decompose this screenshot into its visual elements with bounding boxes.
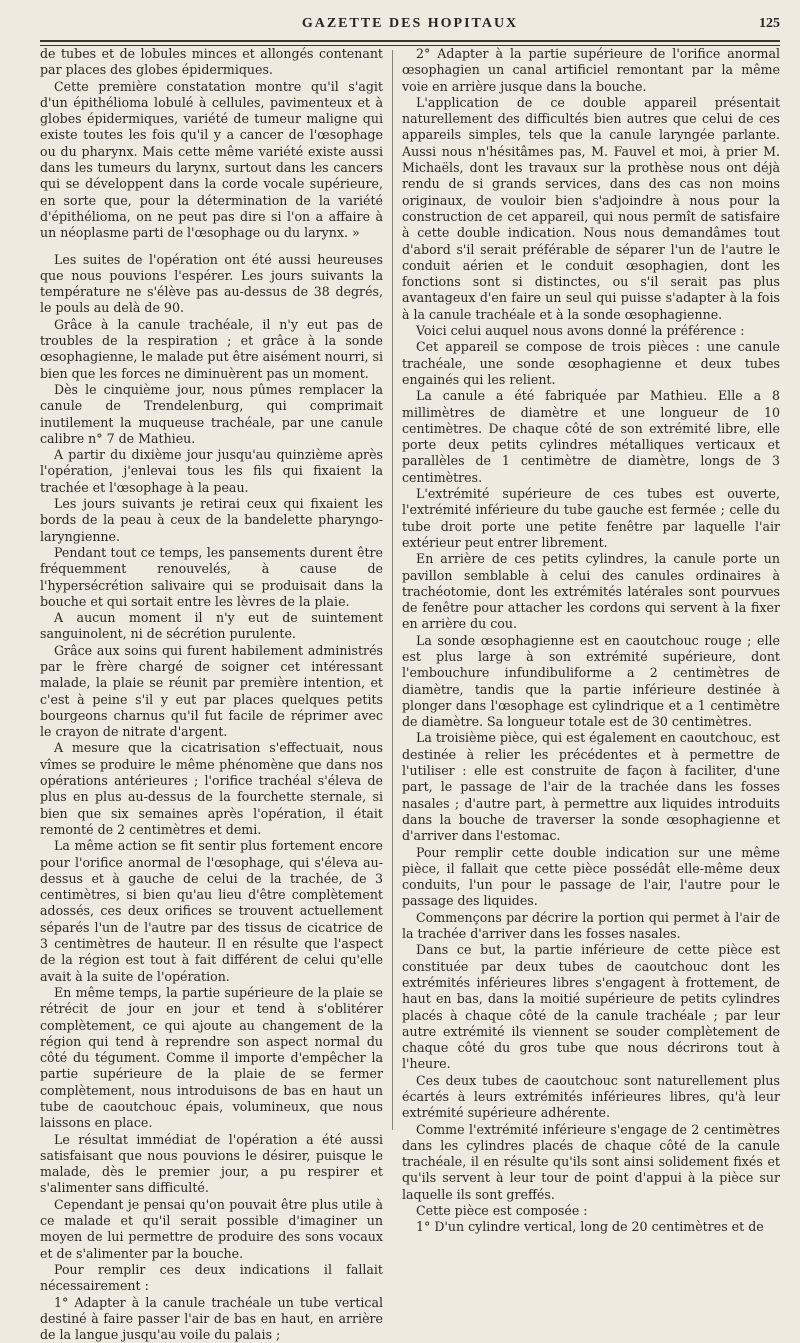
running-title: GAZETTE DES HOPITAUX (301, 16, 519, 31)
paragraph: L'application de ce double appareil présentait naturellement des difficultés bien autres que celui de ces appareils simples, tels que la canule laryngée parlante. Aussi nous n'hésitâmes pas, M. Fauvel et moi, à prier M. Michaëls, dont les travaux sur la prothèse nous ont déjà rendu de si grands services, dans des cas non moins originaux, de vouloir bien s'adjoindre à nous pour la construction de cet appareil, qui nous permît de satisfaire à cette double indication. Nous nous demandâmes tout d'abord s'il serait préférable de séparer l'un de l'autre le conduit aérien et le conduit œsophagien, dont les fonctions sont si distinctes, ou s'il serait pas plus avantageux d'en faire un seul qui puisse s'adapter à la fois à la canule trachéale et à la sonde œsophagienne. (402, 94, 780, 322)
paragraph: Pendant tout ce temps, les pansements durent être fréquemment renouvelés, à cause de l'hypersécrétion salivaire qui se produisait dans la bouche et qui sortait entre les lèvres de la plaie. (40, 544, 383, 609)
paragraph: Commençons par décrire la portion qui permet à l'air de la trachée d'arriver dans les fosses nasales. (402, 909, 780, 942)
paragraph: Grâce aux soins qui furent habilement administrés par le frère chargé de soigner cet intéressant malade, la plaie se réunit par première intention, et c'est à peine s'il y eut par places quelques petits bourgeons charnus qu'il fut facile de réprimer avec le crayon de nitrate d'argent. (40, 642, 383, 740)
paragraph: de tubes et de lobules minces et allongés contenant par places des globes épidermiques. (40, 46, 383, 78)
paragraph: Cette première constatation montre qu'il s'agit d'un épithélioma lobulé à cellules, pavimenteux et à globes épidermiques, variété de tumeur maligne qui existe toutes les fois qu'il y a cancer de l'œsophage ou du pharynx. Mais cette même variété existe aussi dans les tumeurs du larynx, surtout dans les cancers qui se développent dans la corde vocale supérieure, en sorte que, pour la détermination de la variété d'épithélioma, on ne peut pas dire si l'on a affaire à un néoplasme parti de l'œsophage ou du larynx. » (40, 78, 383, 241)
paragraph: 1° Adapter à la canule trachéale un tube vertical destiné à faire passer l'air de bas en haut, en arrière de la langue jusqu'au voile du palais ; (40, 1294, 383, 1343)
paragraph: 1° D'un cylindre vertical, long de 20 centimètres et de (416, 1219, 764, 1235)
left-column (40, 46, 384, 1343)
paragraph: Cette pièce est composée : (416, 1203, 588, 1219)
paragraph: Pour remplir ces deux indications il fallait nécessairement : (40, 1261, 383, 1294)
paragraph: La canule a été fabriquée par Mathieu. Elle a 8 millimètres de diamètre et une longueur de 10 centimètres. De chaque côté de son extrémité libre, elle porte deux petits cylindres métalliques verticaux et parallèles de 1 centimètre de diamètre, longs de 3 centimètres. (402, 388, 780, 485)
paragraph: 2° Adapter à la partie supérieure de l'orifice anormal œsophagien un canal artificiel remontant par la même voie en arrière jusque dans la bouche. (402, 46, 780, 94)
paragraph: Cet appareil se compose de trois pièces : une canule trachéale, une sonde œsophagienne et deux tubes engainés qui les relient. (402, 339, 780, 387)
page-number: 125 (759, 16, 780, 31)
paragraph: En arrière de ces petits cylindres, la canule porte un pavillon semblable à celui des canules ordinaires à trachéotomie, dont les extrémités latérales sont pourvues de fenêtre pour attacher les cordons qui servent à la fixer en arrière du cou. (402, 551, 780, 632)
paragraph: A mesure que la cicatrisation s'effectuait, nous vîmes se produire le même phénomène que dans nos opérations antérieures ; l'orifice trachéal s'éleva de plus en plus au-dessus de la fourchette sternale, si bien que six semaines après l'opération, il était remonté de 2 centimètres et demi. (40, 740, 383, 837)
paragraph: L'extrémité supérieure de ces tubes est ouverte, l'extrémité inférieure du tube gauche est fermée ; celle du tube droit porte une petite fenêtre par laquelle l'air extérieur peut entrer librement. (402, 486, 780, 550)
paragraph: La troisième pièce, qui est également en caoutchouc, est destinée à relier les précédentes et à permettre de l'utiliser : elle est construite de façon à faciliter, d'une part, le passage de l'air de la trachée dans les fosses nasales ; d'autre part, à permettre aux liquides introduits dans la bouche de traverser la sonde œsophagienne et d'arriver dans l'estomac. (402, 730, 780, 844)
column-divider (392, 50, 393, 1130)
paragraph: La sonde œsophagienne est en caoutchouc rouge ; elle est plus large à son extrémité supérieure, dont l'embouchure infundibuliforme a 2 centimètres de diamètre, tandis que la partie inférieure destinée à plonger dans l'œsophage est cylindrique et a 1 centimètre de diamètre. Sa longueur totale est de 30 centimètres. (402, 632, 780, 730)
paragraph: Dans ce but, la partie inférieure de cette pièce est constituée par deux tubes de caoutchouc dont les extrémités inférieures libres s'engagent à frottement, de haut en bas, dans la moitié supérieure de petits cylindres placés à chaque côté de la canule trachéale ; par leur autre extrémité ils viennent se souder complètement de chaque côté du gros tube que nous décrirons tout à l'heure. (402, 942, 780, 1072)
paragraph: Les jours suivants je retirai ceux qui fixaient les bords de la peau à ceux de la bandelette pharyngo-laryngienne. (40, 496, 383, 544)
paragraph: A partir du dixième jour jusqu'au quinzième après l'opération, j'enlevai tous les fils qui fixaient la trachée et l'œsophage à la peau. (40, 447, 383, 495)
paragraph: Comme l'extrémité inférieure s'engage de 2 centimètres dans les cylindres placés de chaque côté de la canule trachéale, il en résulte qu'ils sont ainsi solidement fixés et qu'ils servent à leur tour de point d'appui à la pièce sur laquelle ils sont greffés. (402, 1121, 780, 1202)
paragraph: Ces deux tubes de caoutchouc sont naturellement plus écartés à leurs extrémités inférieures libres, qu'à leur extrémité supérieure adhérente. (402, 1072, 780, 1121)
page-header (40, 14, 780, 38)
right-column (402, 46, 780, 1235)
header-rule-thick (40, 40, 780, 42)
paragraph: Grâce à la canule trachéale, il n'y eut pas de troubles de la respiration ; et grâce à la sonde œsophagienne, le malade put être aisément nourri, si bien que les forces ne diminuèrent pas un moment. (40, 316, 384, 381)
paragraph: En même temps, la partie supérieure de la plaie se rétrécit de jour en jour et tend à s'oblitérer complètement, ce qui ajoute au changement de la région qui tend à reprendre son aspect normal du côté du tégument. Comme il importe d'empêcher la partie supérieure de la plaie de se fermer complètement, nous introduisons de bas en haut un tube de caoutchouc épais, volumineux, que nous laissons en place. (40, 984, 383, 1131)
paragraph: Pour remplir cette double indication sur une même pièce, il fallait que cette pièce possédât elle-même deux conduits, l'un pour le passage de l'air, l'autre pour le passage des liquides. (402, 844, 780, 909)
paragraph: Le résultat immédiat de l'opération a été aussi satisfaisant que nous pouvions le désirer, puisque le malade, dès le premier jour, a pu respirer et s'alimenter sans difficulté. (40, 1131, 383, 1196)
paragraph: Les suites de l'opération ont été aussi heureuses que nous pouvions l'espérer. Les jours suivants la température ne s'élève pas au-dessus de 38 degrés, le pouls au delà de 90. (40, 251, 383, 316)
paragraph: La même action se fit sentir plus fortement encore pour l'orifice anormal de l'œsophage, qui s'éleva au-dessus et à gauche de celui de la trachée, de 3 centimètres, si bien qu'au lieu d'être complètement adossés, ces deux orifices se trouvent actuellement séparés l'un de l'autre par des tissus de cicatrice de 3 centimètres de hauteur. Il en résulte que l'aspect de la région est tout à fait différent de celui qu'elle avait à la suite de l'opération. (40, 838, 383, 984)
paragraph: A aucun moment il n'y eut de suintement sanguinolent, ni de sécrétion purulente. (40, 610, 383, 642)
paragraph: Voici celui auquel nous avons donné la préférence : (416, 323, 745, 339)
paragraph: Cependant je pensai qu'on pouvait être plus utile à ce malade et qu'il serait possible d'imaginer un moyen de lui permettre de produire des sons vocaux et de s'alimenter par la bouche. (40, 1196, 383, 1261)
paragraph: Dès le cinquième jour, nous pûmes remplacer la canule de Trendelenburg, qui comprimait inutilement la muqueuse trachéale, par une canule calibre n° 7 de Mathieu. (40, 381, 383, 446)
